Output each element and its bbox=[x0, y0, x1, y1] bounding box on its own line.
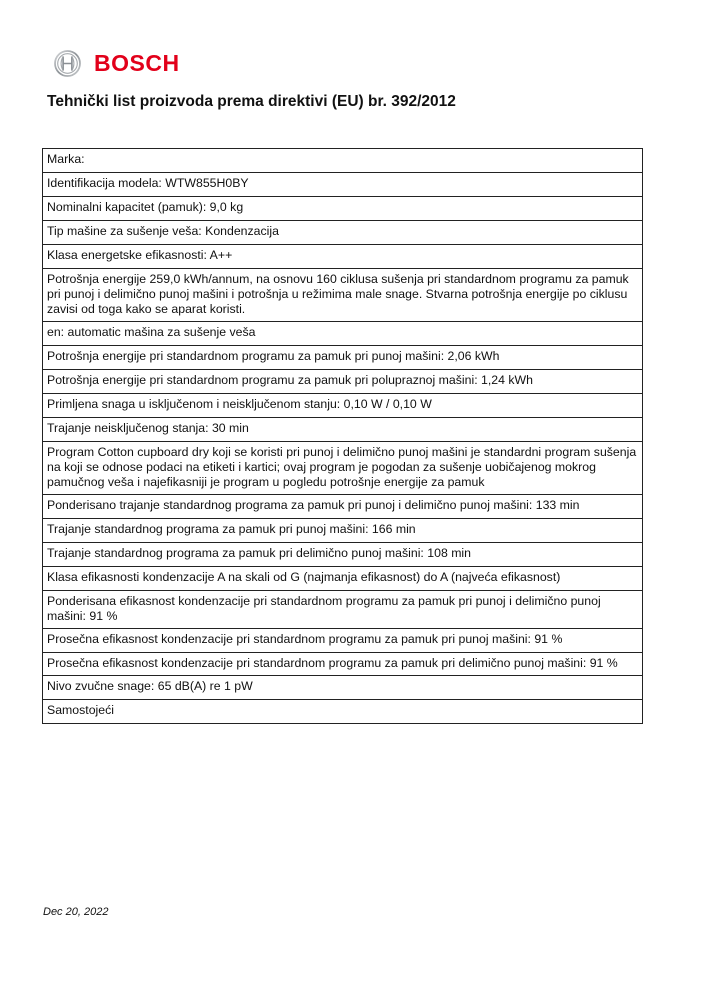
table-row bbox=[43, 346, 643, 370]
table-row bbox=[43, 567, 643, 591]
spec-off-left-on-power: Primljena snaga u isključenom i neisključenom stanju: 0,10 W / 0,10 W bbox=[43, 394, 643, 418]
table-row bbox=[43, 519, 643, 543]
table-row bbox=[43, 269, 643, 322]
table-row bbox=[43, 700, 643, 724]
spec-energy-class: Klasa energetske efikasnosti: A++ bbox=[43, 245, 643, 269]
spec-brand: Marka: bbox=[43, 149, 643, 173]
table-row bbox=[43, 418, 643, 442]
table-row bbox=[43, 370, 643, 394]
table-row bbox=[43, 394, 643, 418]
spec-duration-full-load: Trajanje standardnog programa za pamuk pri punoj mašini: 166 min bbox=[43, 519, 643, 543]
spec-left-on-duration: Trajanje neisključenog stanja: 30 min bbox=[43, 418, 643, 442]
brand-name: BOSCH bbox=[94, 50, 180, 76]
spec-energy-partial-load: Potrošnja energije pri standardnom programu za pamuk pri polupraznoj mašini: 1,24 kWh bbox=[43, 370, 643, 394]
spec-condensation-full-load: Prosečna efikasnost kondenzacije pri standardnom programu za pamuk pri punoj mašini: 91 % bbox=[43, 629, 643, 653]
table-row bbox=[43, 149, 643, 173]
table-row bbox=[43, 245, 643, 269]
spec-annual-energy: Potrošnja energije 259,0 kWh/annum, na osnovu 160 ciklusa sušenja pri standardnom programu za pamuk pri punoj i delimično punoj mašini i potrošnja u režimima male snage. Stvarna potrošnja energije po ciklusu zavisi od toga kako se aparat koristi. bbox=[43, 269, 643, 322]
spec-automatic: en: automatic mašina za sušenje veša bbox=[43, 322, 643, 346]
document-title: Tehnički list proizvoda prema direktivi (EU) br. 392/2012 bbox=[47, 93, 456, 110]
table-row bbox=[43, 197, 643, 221]
spec-sound-power: Nivo zvučne snage: 65 dB(A) re 1 pW bbox=[43, 676, 643, 700]
table-row bbox=[43, 543, 643, 567]
spec-condensation-class: Klasa efikasnosti kondenzacije A na skali od G (najmanja efikasnost) do A (najveća efikasnost) bbox=[43, 567, 643, 591]
brand-logo bbox=[54, 48, 180, 78]
spec-condensation-partial-load: Prosečna efikasnost kondenzacije pri standardnom programu za pamuk pri delimično punoj mašini: 91 % bbox=[43, 653, 643, 676]
spec-rated-capacity: Nominalni kapacitet (pamuk): 9,0 kg bbox=[43, 197, 643, 221]
bosch-armature-icon bbox=[54, 50, 81, 77]
table-row bbox=[43, 173, 643, 197]
table-row bbox=[43, 322, 643, 346]
table-row bbox=[43, 676, 643, 700]
table-row bbox=[43, 591, 643, 629]
spec-weighted-duration: Ponderisano trajanje standardnog programa za pamuk pri punoj i delimično punoj mašini: 133 min bbox=[43, 495, 643, 519]
table-row bbox=[43, 495, 643, 519]
spec-standard-program: Program Cotton cupboard dry koji se koristi pri punoj i delimično punoj mašini je standardni program sušenja na koji se odnose podaci na etiketi i kartici; ovaj program je pogodan za sušenje uobičajenog mokrog pamučnog veša i najefikasniji je program u pogledu potrošnje energije za pamuk bbox=[43, 442, 643, 495]
spec-dryer-type: Tip mašine za sušenje veša: Kondenzacija bbox=[43, 221, 643, 245]
document-date: Dec 20, 2022 bbox=[43, 906, 109, 918]
spec-weighted-condensation: Ponderisana efikasnost kondenzacije pri standardnom programu za pamuk pri punoj i delimično punoj mašini: 91 % bbox=[43, 591, 643, 629]
table-row bbox=[43, 629, 643, 653]
spec-freestanding: Samostojeći bbox=[43, 700, 643, 724]
table-row bbox=[43, 442, 643, 495]
spec-duration-partial-load: Trajanje standardnog programa za pamuk pri delimično punoj mašini: 108 min bbox=[43, 543, 643, 567]
spec-energy-full-load: Potrošnja energije pri standardnom programu za pamuk pri punoj mašini: 2,06 kWh bbox=[43, 346, 643, 370]
product-spec-table bbox=[42, 148, 643, 724]
spec-model-id: Identifikacija modela: WTW855H0BY bbox=[43, 173, 643, 197]
table-row bbox=[43, 653, 643, 676]
table-row bbox=[43, 221, 643, 245]
